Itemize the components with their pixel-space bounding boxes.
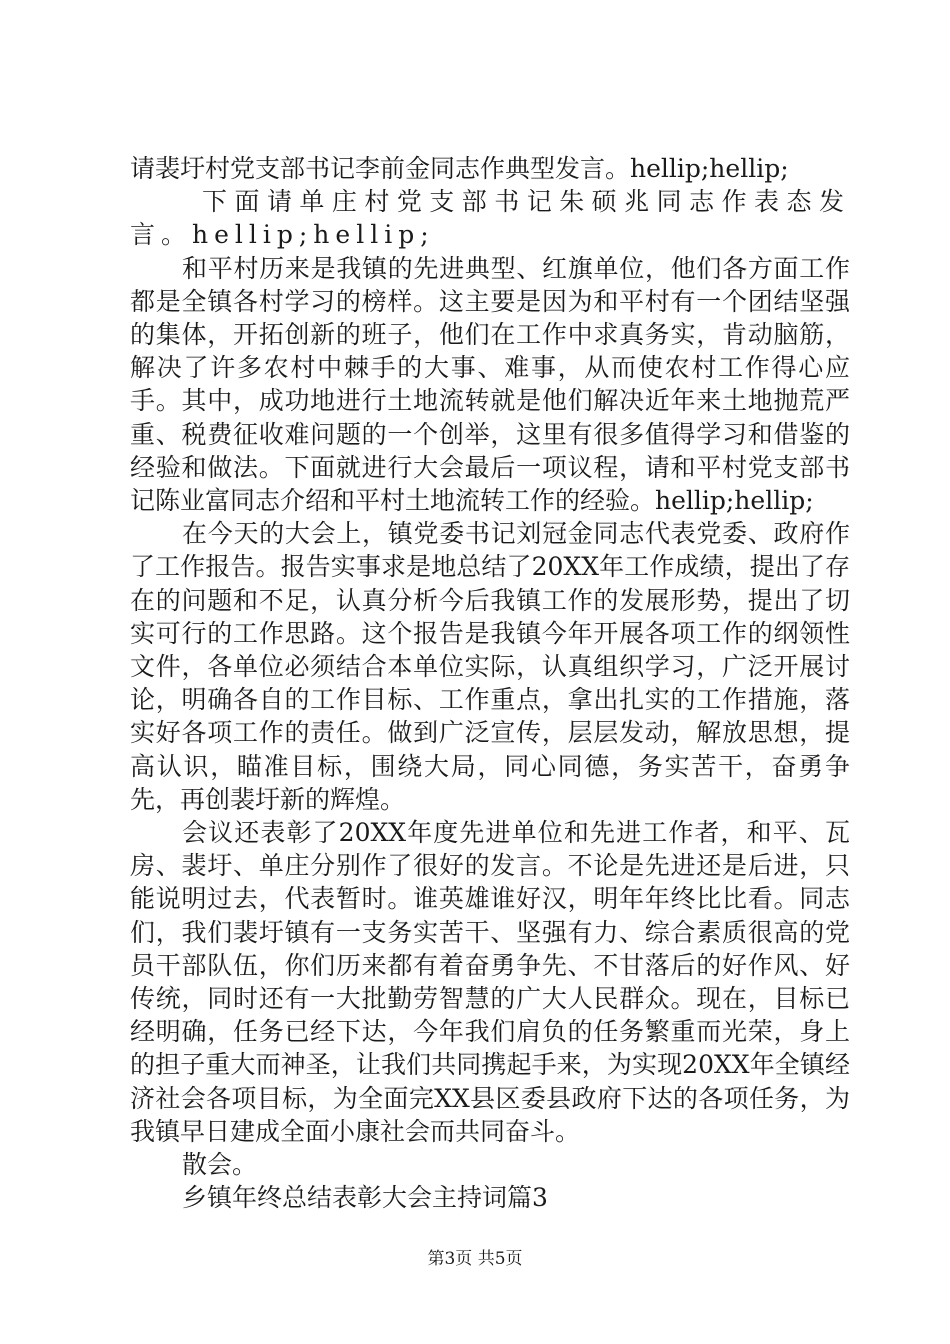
paragraph-stance-speech: 下面请单庄村党支部书记朱硕兆同志作表态发言。hellip;hellip; xyxy=(130,187,850,250)
paragraph-work-report: 在今天的大会上，镇党委书记刘冠金同志代表党委、政府作了工作报告。报告实事求是地总结了20XX年工作成绩，提出了存在的问题和不足，认真分析今后我镇工作的发展形势，提出了切实可行的工作思路。这个报告是我镇今年开展各项工作的纲领性文件，各单位必须结合本单位实际，认真组织学习，广泛开展讨论，明确各自的工作目标、工作重点，拿出扎实的工作措施，落实好各项工作的责任。做到广泛宣传，层层发动，解放思想，提高认识，瞄准目标，围绕大局，同心同德，务实苦干，奋勇争先，再创裴圩新的辉煌。 xyxy=(130,519,850,814)
document-body xyxy=(130,152,850,1215)
paragraph-typical-speech: 请裴圩村党支部书记李前金同志作典型发言。hellip;hellip; xyxy=(130,154,789,183)
paragraph-heping-village: 和平村历来是我镇的先进典型、红旗单位，他们各方面工作都是全镇各村学习的榜样。这主要是因为和平村有一个团结坚强的集体，开拓创新的班子，他们在工作中求真务实，肯动脑筋，解决了许多农村中棘手的大事、难事，从而使农村工作得心应手。其中，成功地进行土地流转就是他们解决近年来土地抛荒严重、税费征收难问题的一个创举，这里有很多值得学习和借鉴的经验和做法。下面就进行大会最后一项议程，请和平村党支部书记陈业富同志介绍和平村土地流转工作的经验。hellip;hellip; xyxy=(130,253,850,516)
page-number-footer: 第3页 共5页 xyxy=(427,1249,523,1269)
paragraph-commendation: 会议还表彰了20XX年度先进单位和先进工作者，和平、瓦房、裴圩、单庄分别作了很好的发言。不论是先进还是后进，只能说明过去，代表暂时。谁英雄谁好汉，明年年终比比看。同志们，我们裴圩镇有一支务实苦干、坚强有力、综合素质很高的党员干部队伍，你们历来都有着奋勇争先、不甘落后的好作风、好传统，同时还有一大批勤劳智慧的广大人民群众。现在，目标已经明确，任务已经下达，今年我们肩负的任务繁重而光荣，身上的担子重大而神圣，让我们共同携起手来，为实现20XX年全镇经济社会各项目标，为全面完XX县区委县政府下达的各项任务，为我镇早日建成全面小康社会而共同奋斗。 xyxy=(130,818,850,1146)
paragraph-next-section-title: 乡镇年终总结表彰大会主持词篇3 xyxy=(182,1183,548,1213)
paragraph-adjourn: 散会。 xyxy=(182,1150,258,1180)
